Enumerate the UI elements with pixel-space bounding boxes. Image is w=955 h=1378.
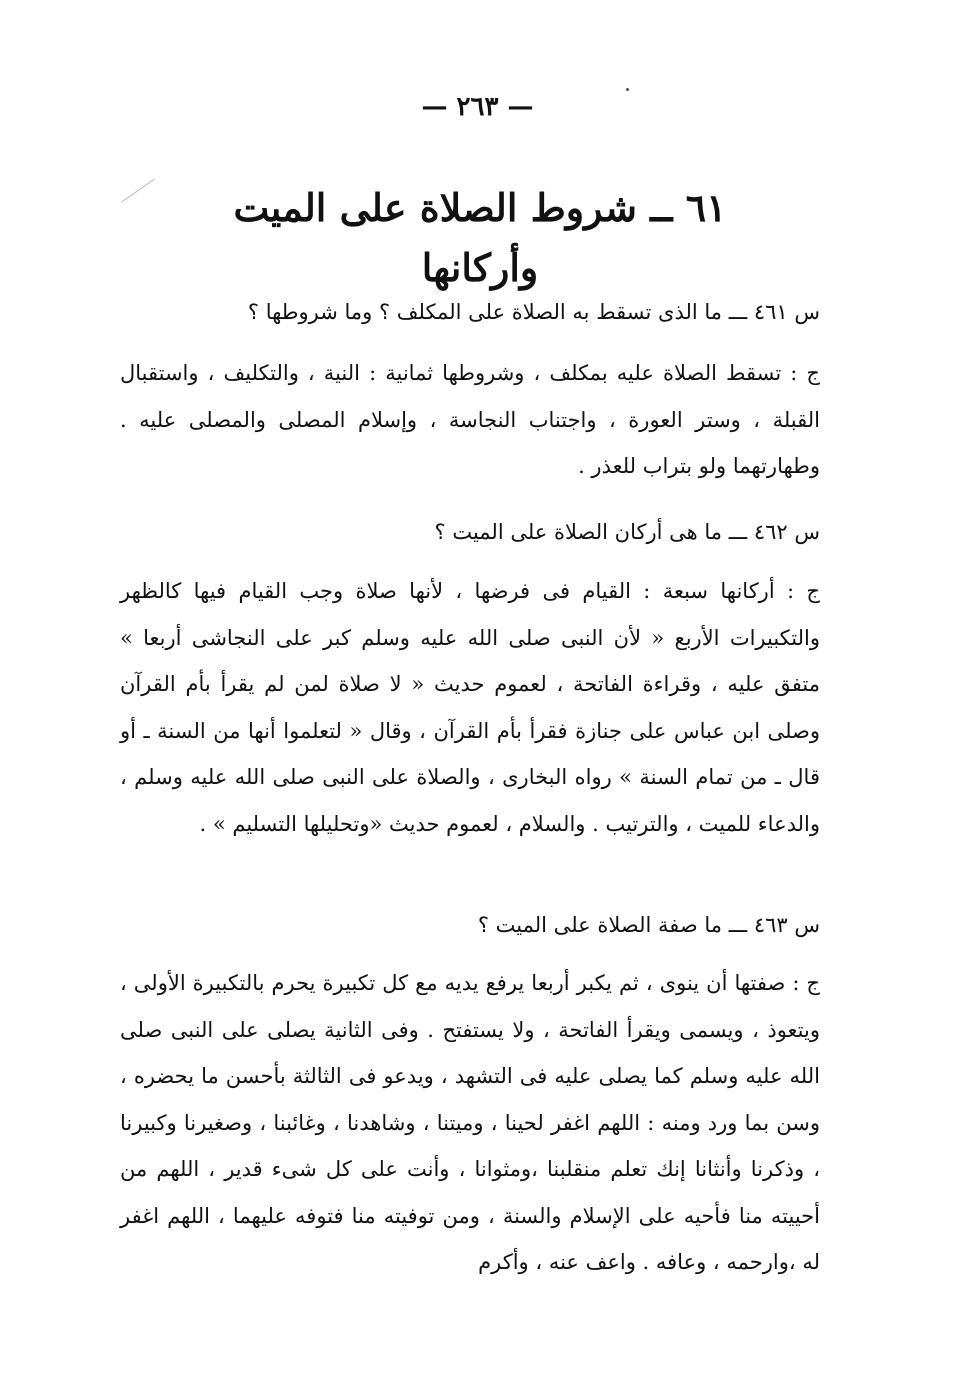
question-461: س ٤٦١ ـــ ما الذى تسقط به الصلاة على المكلف ؟ وما شروطها ؟	[247, 300, 820, 324]
question-463: س ٤٦٣ ـــ ما صفة الصلاة على الميت ؟	[477, 913, 820, 937]
answer-461	[120, 350, 820, 490]
paper-speck	[626, 88, 629, 91]
question-462: س ٤٦٢ ـــ ما هى أركان الصلاة على الميت ؟	[434, 520, 820, 544]
page-number: — ٢٦٣ —	[421, 92, 534, 122]
answer-text: ج : أركانها سبعة : القيام فى فرضها ، لأنها صلاة وجب القيام فيها كالظهر والتكبيرات الأربع « لأن النبى صلى الله عليه وسلم كبر على النجاشى أربعا » متفق عليه ، وقراءة الفاتحة ، لعموم حديث « لا صلاة لمن لم يقرأ بأم القرآن وصلى ابن عباس على جنازة فقرأ بأم القرآن ، وقال « لتعلموا أنها من السنة ـ أو قال ـ من تمام السنة » رواه البخارى ، والصلاة على النبى صلى الله عليه وسلم ، والدعاء للميت ، والترتيب . والسلام ، لعموم حديث «وتحليلها التسليم » .	[120, 579, 820, 836]
chapter-title: ٦١ ــ شروط الصلاة على الميت وأركانها	[233, 185, 727, 290]
answer-462	[120, 568, 820, 847]
paper-mark	[121, 179, 154, 203]
answer-463	[120, 960, 820, 1286]
answer-text: ج : تسقط الصلاة عليه بمكلف ، وشروطها ثمانية : النية ، والتكليف ، واستقبال القبلة ، وستر العورة ، واجتناب النجاسة ، وإسلام المصلى والمصلى عليه . وطهارتهما ولو بتراب للعذر .	[120, 361, 820, 478]
answer-text: ج : صفتها أن ينوى ، ثم يكبر أربعا يرفع يديه مع كل تكبيرة يحرم بالتكبيرة الأولى ، ويتعوذ ، ويسمى ويقرأ الفاتحة ، ولا يستفتح . وفى الثانية يصلى على النبى صلى الله عليه وسلم كما يصلى عليه فى التشهد ، ويدعو فى الثالثة بأحسن ما يحضره ، وسن بما ورد ومنه : اللهم اغفر لحينا ، وميتنا ، وشاهدنا ، وغائبنا ، وصغيرنا وكبيرنا ، وذكرنا وأنثانا إنك تعلم منقلبنا ،ومثوانا ، وأنت على كل شىء قدير ، اللهم من أحييته منا فأحيه على الإسلام والسنة ، ومن توفيته منا فتوفه عليهما ، اللهم اغفر له ،وارحمه ، وعافه . واعف عنه ، وأكرم	[120, 971, 820, 1274]
